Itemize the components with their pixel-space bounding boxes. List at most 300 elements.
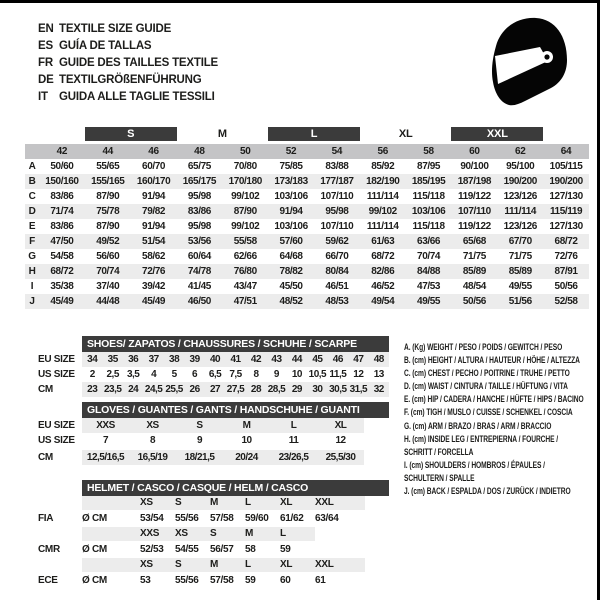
size-value-cell: 2,5 bbox=[106, 369, 119, 380]
size-value-cell: 12,5/16,5 bbox=[86, 452, 125, 463]
row-cells bbox=[82, 527, 315, 541]
size-value-cell: 75/78 bbox=[85, 204, 131, 219]
size-value-cell: Ø CM bbox=[82, 544, 107, 555]
size-value-cell: 28,5 bbox=[267, 384, 286, 395]
size-value-cell: 29 bbox=[291, 384, 302, 395]
size-value-cell: 36 bbox=[128, 354, 139, 365]
measurement-row-label: C bbox=[28, 191, 36, 202]
language-code: FR bbox=[38, 57, 53, 69]
size-value-cell: 25,5 bbox=[165, 384, 183, 395]
size-value-cell: 43 bbox=[271, 354, 282, 365]
size-value-cell: 37 bbox=[148, 354, 159, 365]
size-value-cell: 71/74 bbox=[39, 204, 85, 219]
row-label: EU SIZE bbox=[38, 354, 75, 365]
size-value-cell: 63/64 bbox=[315, 513, 339, 524]
size-value-cell: 48/53 bbox=[314, 294, 360, 309]
size-value-cell: 68/72 bbox=[543, 234, 589, 249]
size-value-cell: 182/190 bbox=[360, 174, 406, 189]
size-value-cell: 54/58 bbox=[50, 251, 74, 262]
size-value-cell: 91/94 bbox=[142, 191, 166, 202]
language-row bbox=[38, 72, 218, 89]
row-label-spacer bbox=[27, 527, 82, 541]
size-value-cell: 24,5 bbox=[144, 384, 163, 395]
size-value-cell: 58/62 bbox=[142, 251, 166, 262]
size-value-cell: 46/52 bbox=[371, 281, 395, 292]
size-value-cell: 127/130 bbox=[549, 191, 583, 202]
size-value-cell: 38 bbox=[169, 354, 180, 365]
size-value-cell: 105/115 bbox=[549, 161, 583, 172]
size-value-cell: 83/86 bbox=[50, 191, 74, 202]
size-value-cell: 37/40 bbox=[96, 281, 120, 292]
row-label: CM bbox=[38, 384, 53, 395]
size-value-cell: 83/86 bbox=[50, 221, 74, 232]
language-title: GUÍA DE TALLAS bbox=[59, 40, 152, 52]
size-value-cell: 64/68 bbox=[279, 251, 303, 262]
size-value-cell: 111/114 bbox=[366, 191, 399, 202]
size-value-cell: 75/85 bbox=[279, 161, 303, 172]
size-value-cell: 25,5/30 bbox=[325, 452, 356, 463]
size-group-m: M bbox=[217, 128, 227, 140]
size-value-cell: 47 bbox=[353, 354, 364, 365]
legend-item: A. (Kg) WEIGHT / PESO / POIDS / GEWITCH / PESO bbox=[404, 342, 563, 353]
measurement-row-label: B bbox=[25, 174, 39, 189]
row-cells bbox=[82, 382, 389, 397]
size-value-cell: 55/56 bbox=[175, 575, 199, 586]
size-value-cell: XXL bbox=[315, 497, 334, 508]
size-value-cell: L bbox=[245, 497, 251, 508]
size-group-spacer bbox=[25, 127, 85, 141]
size-column-header: 56 bbox=[360, 144, 406, 159]
standard-row-label: CMR bbox=[38, 544, 60, 555]
size-value-cell: 80/84 bbox=[314, 264, 360, 279]
language-code: ES bbox=[38, 40, 53, 52]
size-value-cell: 63/66 bbox=[406, 234, 452, 249]
size-value-cell: 49/55 bbox=[406, 294, 452, 309]
helmet-table-rows bbox=[27, 496, 397, 589]
size-group-xxl: XXL bbox=[451, 127, 543, 141]
size-value-cell: 57/58 bbox=[210, 513, 234, 524]
size-value-cell: 177/187 bbox=[314, 174, 360, 189]
legend-item: D. (cm) WAIST / CINTURA / TAILLE / HÜFTUNG / VITA bbox=[404, 381, 568, 393]
language-code: IT bbox=[38, 91, 48, 103]
shoes-table-rows bbox=[27, 352, 397, 397]
size-value-cell: S bbox=[210, 528, 217, 539]
measurement-legend bbox=[404, 341, 584, 498]
size-column-header: 44 bbox=[85, 144, 131, 159]
row-label: EU SIZE bbox=[38, 420, 75, 431]
size-value-cell: 52/53 bbox=[140, 544, 164, 555]
legend-item: J. (cm) BACK / ESPALDA / DOS / ZURÜCK / INDIETRO bbox=[404, 486, 571, 498]
measurement-row-label: E bbox=[28, 221, 36, 232]
size-value-cell: M bbox=[210, 559, 219, 570]
size-group-l: L bbox=[268, 127, 360, 141]
size-value-cell: 45/49 bbox=[131, 294, 177, 309]
size-value-cell: 48/54 bbox=[462, 281, 486, 292]
size-value-cell: XL bbox=[334, 420, 347, 431]
size-value-cell: 46/50 bbox=[176, 294, 222, 309]
language-title: TEXTILE SIZE GUIDE bbox=[59, 23, 172, 35]
gloves-size-table bbox=[27, 402, 397, 465]
size-group-row bbox=[25, 127, 589, 141]
size-group-xl: XL bbox=[398, 128, 413, 140]
size-value-cell: 59 bbox=[280, 544, 291, 555]
size-value-cell: 66/70 bbox=[325, 251, 349, 262]
size-value-cell: 3,5 bbox=[126, 369, 140, 380]
size-value-cell: 55/58 bbox=[222, 234, 268, 249]
legend-item: G. (cm) ARM / BRAZO / BRAS / ARM / BRACCIO bbox=[404, 420, 552, 432]
size-value-cell: 99/102 bbox=[360, 204, 406, 219]
size-value-cell: 95/98 bbox=[187, 191, 211, 202]
measurement-row-label: I bbox=[30, 281, 34, 292]
size-value-cell: 85/89 bbox=[497, 264, 543, 279]
helmet-icon-graphic bbox=[487, 16, 569, 108]
size-value-cell: 2 bbox=[89, 369, 95, 380]
size-value-cell: 42 bbox=[250, 354, 262, 365]
standard-row-label: FIA bbox=[38, 513, 54, 524]
size-value-cell: 83/86 bbox=[176, 204, 222, 219]
size-value-cell: L bbox=[290, 420, 297, 431]
size-value-cell: 10,5 bbox=[308, 369, 327, 380]
size-value-cell: 57/58 bbox=[210, 575, 234, 586]
size-value-cell: 111/114 bbox=[366, 221, 399, 232]
language-code: DE bbox=[38, 74, 54, 86]
row-cells bbox=[82, 558, 365, 572]
table-row bbox=[27, 558, 397, 572]
legend-item: SCHRITT / FORCELLA bbox=[404, 446, 474, 458]
row-cells bbox=[82, 541, 365, 558]
size-value-cell: 54/55 bbox=[175, 544, 199, 555]
row-cells bbox=[82, 418, 364, 433]
size-value-cell: 44 bbox=[291, 354, 302, 365]
language-title: GUIDE DES TAILLES TEXTILE bbox=[59, 57, 218, 69]
size-value-cell: 53 bbox=[140, 575, 151, 586]
size-value-cell: 4 bbox=[151, 369, 157, 380]
size-value-cell: 47/53 bbox=[417, 281, 441, 292]
size-value-cell: 115/118 bbox=[412, 191, 445, 202]
size-column-header: 60 bbox=[451, 144, 497, 159]
measurement-row-label: G bbox=[28, 251, 36, 262]
size-value-cell: 11,5 bbox=[329, 369, 347, 380]
textile-size-table bbox=[25, 127, 589, 309]
size-value-cell: 78/82 bbox=[268, 264, 314, 279]
shoes-table-title: SHOES/ ZAPATOS / CHAUSSURES / SCHUHE / SCARPE bbox=[82, 336, 389, 352]
row-cells bbox=[82, 496, 365, 510]
row-cells bbox=[82, 450, 364, 465]
size-value-cell: 68/72 bbox=[39, 264, 85, 279]
size-value-cell: XXS bbox=[140, 528, 160, 539]
size-value-cell: 48 bbox=[373, 354, 384, 365]
size-value-cell: 160/170 bbox=[131, 174, 177, 189]
size-value-cell: 127/130 bbox=[549, 221, 583, 232]
size-value-cell: S bbox=[175, 497, 182, 508]
size-value-cell: M bbox=[210, 497, 219, 508]
size-value-cell: XL bbox=[280, 497, 293, 508]
size-value-cell: 50/56 bbox=[554, 281, 578, 292]
row-cells bbox=[82, 352, 389, 367]
row-cells bbox=[82, 367, 389, 382]
size-value-cell: 23/26,5 bbox=[278, 452, 309, 463]
size-column-header: 52 bbox=[268, 144, 314, 159]
size-value-cell: 27,5 bbox=[226, 384, 245, 395]
size-value-cell: S bbox=[196, 420, 203, 431]
size-value-cell: 45 bbox=[312, 354, 323, 365]
size-value-cell: L bbox=[245, 559, 251, 570]
legend-item: I. (cm) SHOULDERS / HOMBROS / ÉPAULES / bbox=[404, 459, 545, 471]
size-value-cell: 53/56 bbox=[176, 234, 222, 249]
size-value-cell: 10 bbox=[241, 435, 252, 446]
size-column-header: 48 bbox=[176, 144, 222, 159]
table-row bbox=[27, 510, 397, 527]
size-value-cell: 55/56 bbox=[175, 513, 199, 524]
size-value-cell: 60/64 bbox=[187, 251, 211, 262]
size-value-cell bbox=[82, 496, 140, 510]
size-column-header: 42 bbox=[39, 144, 85, 159]
size-column-header: 58 bbox=[406, 144, 452, 159]
size-value-cell: XL bbox=[280, 559, 293, 570]
row-cells bbox=[82, 510, 365, 527]
size-value-cell: 107/110 bbox=[451, 204, 497, 219]
size-value-cell: 65/75 bbox=[187, 161, 211, 172]
size-value-cell: 155/165 bbox=[85, 174, 131, 189]
size-value-cell: 30,5 bbox=[329, 384, 347, 395]
size-value-cell: 187/198 bbox=[451, 174, 497, 189]
size-value-cell: 170/180 bbox=[222, 174, 268, 189]
measurement-row-label: J bbox=[25, 294, 39, 309]
language-row bbox=[38, 21, 218, 38]
legend-item: E. (cm) HIP / CADERA / HANCHE / HÜFTE / HIPS / BACINO bbox=[404, 394, 584, 406]
size-value-cell: 12 bbox=[335, 435, 346, 446]
size-value-cell: 18/21,5 bbox=[184, 452, 215, 463]
size-value-cell: 87/90 bbox=[96, 191, 120, 202]
size-value-cell: 85/92 bbox=[371, 161, 395, 172]
size-value-cell: 115/119 bbox=[543, 204, 589, 219]
size-value-cell: 90/100 bbox=[460, 161, 489, 172]
size-value-cell: 51/54 bbox=[131, 234, 177, 249]
size-value-cell: 185/195 bbox=[406, 174, 452, 189]
size-column-header: 54 bbox=[314, 144, 360, 159]
size-value-cell: 87/90 bbox=[96, 221, 120, 232]
size-value-cell bbox=[82, 527, 140, 541]
size-group-s: S bbox=[85, 127, 177, 141]
size-value-cell: 41/45 bbox=[187, 281, 211, 292]
helmet-icon bbox=[487, 16, 569, 108]
size-value-cell: XXL bbox=[315, 559, 334, 570]
gloves-table-rows bbox=[27, 418, 397, 465]
size-value-cell bbox=[315, 541, 350, 558]
size-value-cell: 35/38 bbox=[50, 281, 74, 292]
row-label-spacer bbox=[27, 496, 82, 510]
size-value-cell: 60 bbox=[280, 575, 291, 586]
size-value-cell: 53/54 bbox=[140, 513, 164, 524]
standard-row-label: ECE bbox=[38, 575, 58, 586]
row-label: US SIZE bbox=[38, 435, 75, 446]
size-value-cell: 16,5/19 bbox=[137, 452, 168, 463]
size-value-cell: XS bbox=[140, 559, 153, 570]
size-value-cell: 68/72 bbox=[371, 251, 395, 262]
measurement-row-label: A bbox=[28, 161, 36, 172]
table-row bbox=[27, 352, 397, 367]
size-value-cell: 87/95 bbox=[417, 161, 441, 172]
size-value-cell: 40 bbox=[209, 354, 221, 365]
legend-item: C. (cm) CHEST / PECHO / POITRINE / TRUHE / PETTO bbox=[404, 368, 570, 380]
size-value-cell: 9 bbox=[196, 435, 203, 446]
size-value-cell: 49/55 bbox=[508, 281, 532, 292]
size-value-cell: 62/66 bbox=[233, 251, 257, 262]
size-value-cell: 65/68 bbox=[451, 234, 497, 249]
row-label: US SIZE bbox=[38, 369, 75, 380]
size-column-header: 62 bbox=[497, 144, 543, 159]
language-row bbox=[38, 38, 218, 55]
size-value-cell: 61/62 bbox=[280, 513, 304, 524]
size-value-cell: 173/183 bbox=[268, 174, 314, 189]
size-value-cell: 47/50 bbox=[39, 234, 85, 249]
size-value-cell: 83/88 bbox=[325, 161, 349, 172]
size-value-cell: 150/160 bbox=[39, 174, 85, 189]
size-value-cell: 103/106 bbox=[274, 191, 308, 202]
size-value-cell: 11 bbox=[288, 435, 299, 446]
size-value-cell: 72/76 bbox=[554, 251, 578, 262]
size-value-cell: 82/86 bbox=[360, 264, 406, 279]
size-header-spacer bbox=[25, 144, 39, 159]
language-row bbox=[38, 55, 218, 72]
language-title: GUIDA ALLE TAGLIE TESSILI bbox=[59, 91, 215, 103]
size-value-cell: 20/24 bbox=[235, 452, 258, 463]
size-value-cell: 6 bbox=[192, 369, 198, 380]
table-row bbox=[27, 496, 397, 510]
row-cells bbox=[82, 433, 364, 448]
table-row bbox=[27, 367, 397, 382]
size-group-spacer bbox=[543, 127, 589, 141]
size-value-cell: 119/122 bbox=[458, 221, 491, 232]
size-value-cell: 115/118 bbox=[412, 221, 445, 232]
size-value-cell: 8 bbox=[149, 435, 156, 446]
gloves-table-title: GLOVES / GUANTES / GANTS / HANDSCHUHE / GUANTI bbox=[82, 402, 389, 418]
size-value-cell: XS bbox=[140, 497, 153, 508]
size-value-cell: 85/89 bbox=[451, 264, 497, 279]
size-value-cell: 32 bbox=[373, 384, 384, 395]
size-value-cell: Ø CM bbox=[82, 575, 107, 586]
size-value-cell: 41 bbox=[230, 354, 241, 365]
size-value-cell: 61/63 bbox=[360, 234, 406, 249]
size-value-cell: 70/74 bbox=[85, 264, 131, 279]
size-value-cell: 24 bbox=[128, 384, 139, 395]
size-value-cell: 95/100 bbox=[506, 161, 535, 172]
helmet-size-table bbox=[27, 480, 397, 589]
size-value-cell: 23,5 bbox=[103, 384, 122, 395]
size-value-cell: 79/82 bbox=[131, 204, 177, 219]
measurement-row-label: H bbox=[25, 264, 39, 279]
row-cells bbox=[82, 572, 365, 589]
size-value-cell: 51/56 bbox=[497, 294, 543, 309]
size-value-cell: 58 bbox=[245, 544, 256, 555]
size-value-cell: 72/76 bbox=[131, 264, 177, 279]
size-value-cell: 35 bbox=[107, 354, 118, 365]
size-value-cell: 39/42 bbox=[142, 281, 166, 292]
size-value-cell: 7 bbox=[102, 435, 109, 446]
language-title: TEXTILGRÖßENFÜHRUNG bbox=[59, 74, 202, 86]
size-value-cell: 71/75 bbox=[508, 251, 532, 262]
size-value-cell: 26 bbox=[189, 384, 200, 395]
size-value-cell: 49/52 bbox=[85, 234, 131, 249]
size-value-cell: 13 bbox=[373, 369, 384, 380]
measurement-row-label: F bbox=[25, 234, 39, 249]
size-value-cell: 10 bbox=[291, 369, 302, 380]
size-value-cell: 31,5 bbox=[349, 384, 368, 395]
table-row bbox=[27, 450, 397, 465]
size-value-cell: Ø CM bbox=[82, 513, 107, 524]
size-value-cell bbox=[315, 527, 350, 541]
size-value-cell: 45/50 bbox=[279, 281, 303, 292]
size-value-cell: 6,5 bbox=[208, 369, 222, 380]
size-value-cell: L bbox=[280, 528, 286, 539]
table-row bbox=[27, 433, 397, 448]
size-value-cell: 28 bbox=[250, 384, 262, 395]
size-value-cell: 61 bbox=[315, 575, 326, 586]
size-value-cell: 70/80 bbox=[233, 161, 257, 172]
size-value-cell: M bbox=[245, 528, 254, 539]
size-value-cell: 107/110 bbox=[320, 191, 354, 202]
size-value-cell: 46/51 bbox=[325, 281, 349, 292]
table-row bbox=[27, 541, 397, 558]
size-value-cell: 67/70 bbox=[497, 234, 543, 249]
size-value-cell: 60/70 bbox=[142, 161, 166, 172]
legend-item: SCHULTERN / SPALLE bbox=[404, 472, 475, 484]
size-value-cell: 91/94 bbox=[268, 204, 314, 219]
size-value-cell: 23 bbox=[87, 384, 98, 395]
size-value-cell: 70/74 bbox=[417, 251, 441, 262]
size-value-cell: 71/75 bbox=[462, 251, 486, 262]
language-code: EN bbox=[38, 23, 54, 35]
size-value-cell: 57/60 bbox=[268, 234, 314, 249]
size-value-cell: 5 bbox=[171, 369, 177, 380]
size-value-cell: 27 bbox=[209, 384, 221, 395]
size-value-cell: 8 bbox=[253, 369, 259, 380]
size-value-cell: 59/62 bbox=[314, 234, 360, 249]
size-value-cell: 95/98 bbox=[187, 221, 211, 232]
size-value-cell: 34 bbox=[87, 354, 98, 365]
size-value-cell: XS bbox=[146, 420, 159, 431]
size-value-cell: XS bbox=[175, 528, 188, 539]
size-value-cell: 12 bbox=[353, 369, 364, 380]
size-value-cell: 103/106 bbox=[274, 221, 308, 232]
size-value-cell: 99/102 bbox=[231, 221, 260, 232]
size-value-cell: 87/90 bbox=[222, 204, 268, 219]
size-value-cell: 165/175 bbox=[176, 174, 222, 189]
size-value-cell: 52/58 bbox=[543, 294, 589, 309]
table-row bbox=[27, 527, 397, 541]
size-value-cell: 87/91 bbox=[543, 264, 589, 279]
size-value-cell: 56/57 bbox=[210, 544, 234, 555]
size-column-header: 64 bbox=[543, 144, 589, 159]
size-value-cell: 45/49 bbox=[39, 294, 85, 309]
size-value-cell: 50/60 bbox=[50, 161, 74, 172]
size-value-cell: 7,5 bbox=[229, 369, 242, 380]
size-value-cell: 76/80 bbox=[222, 264, 268, 279]
row-label-spacer bbox=[27, 558, 82, 572]
shoes-size-table bbox=[27, 336, 397, 397]
measurement-row-label: D bbox=[25, 204, 39, 219]
size-value-cell: 119/122 bbox=[458, 191, 491, 202]
size-value-cell: S bbox=[175, 559, 182, 570]
size-value-cell: 46 bbox=[332, 354, 343, 365]
size-value-cell: 91/94 bbox=[142, 221, 166, 232]
size-value-cell bbox=[82, 558, 140, 572]
size-value-cell: 190/200 bbox=[543, 174, 589, 189]
size-value-cell: 43/47 bbox=[233, 281, 257, 292]
size-value-cell: 95/98 bbox=[314, 204, 360, 219]
language-row bbox=[38, 89, 218, 106]
size-value-cell: 50/56 bbox=[451, 294, 497, 309]
